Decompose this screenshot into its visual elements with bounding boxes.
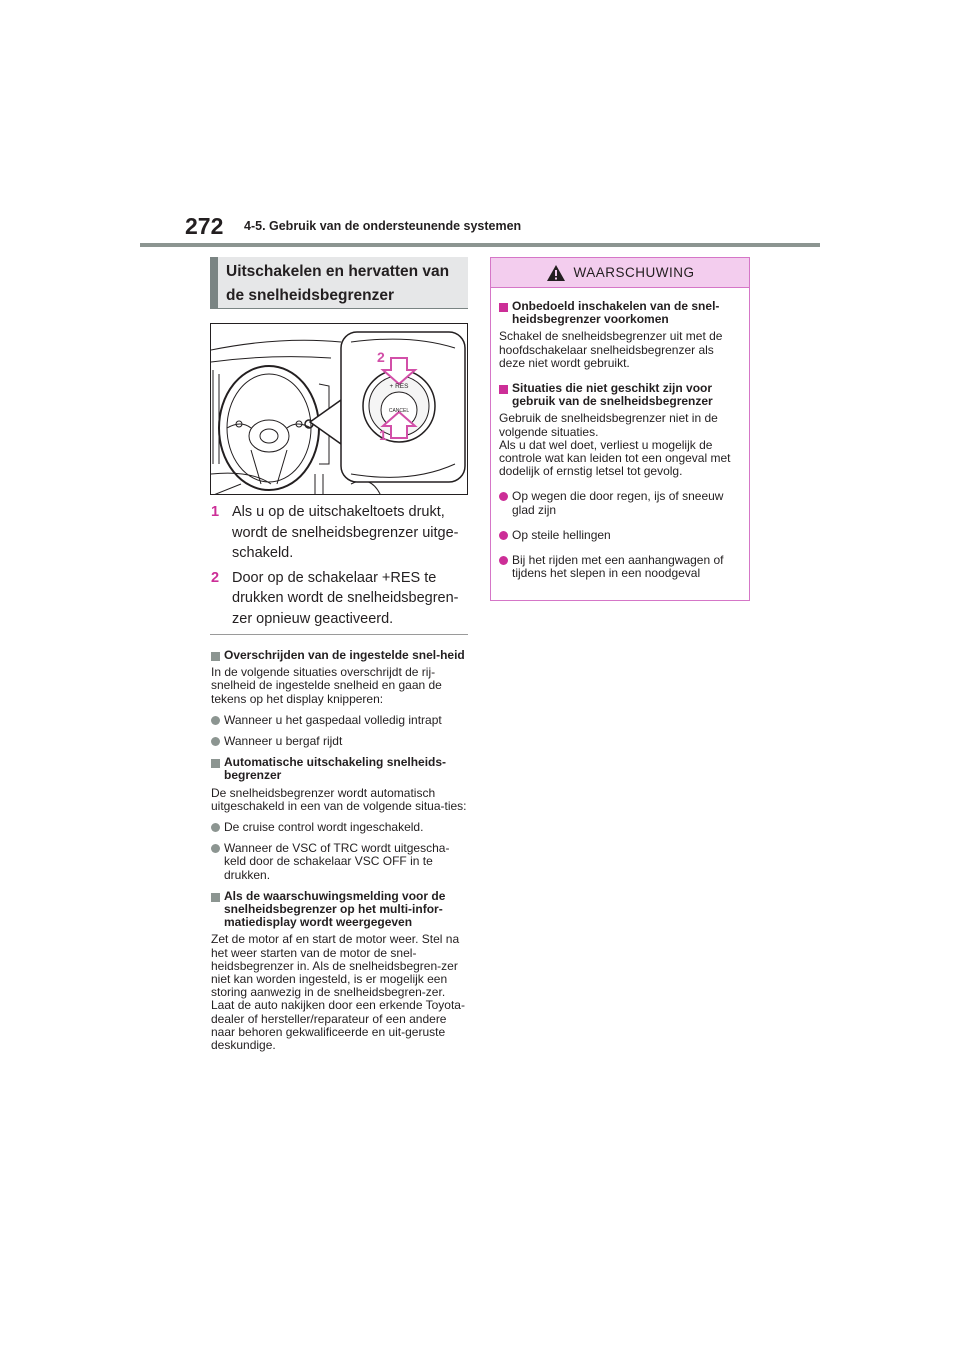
note-paragraph: Zet de motor af en start de motor weer. Stel na het weer starten van de motor de snel-heidsbegrenzer in. Als de snelheidsbegren-zer niet kan worden ingesteld, is er mogelijk een storing aanwezig in de snelheidsbegren-zer. Laat de auto nakijken door een erkende Toyota-dealer of hersteller/reparateur of een andere naar behoren gekwalificeerde en uit-geruste deskundige.: [211, 932, 465, 1053]
chapter-title: 4-5. Gebruik van de ondersteunende systemen: [244, 219, 522, 233]
section-title-line1: Uitschakelen en hervatten van: [226, 263, 450, 280]
step-list: [211, 502, 469, 633]
header-rule: [140, 243, 820, 247]
step-text: Door op de schakelaar +RES te drukken wordt de snelheidsbegren-zer opnieuw geactiveerd.: [232, 569, 459, 627]
note-heading: Overschrijden van de ingestelde snel-heid: [211, 649, 469, 662]
warning-bullet: Op wegen die door regen, ijs of sneeuw glad zijn: [499, 490, 741, 516]
warning-paragraph: Schakel de snelheidsbegrenzer uit met de hoofdschakelaar snelheidsbegrenzer als deze niet wordt gebruikt.: [499, 329, 723, 370]
steering-wheel-drawing: [211, 324, 468, 495]
warning-bullet: Op steile hellingen: [499, 529, 741, 542]
steering-wheel-illustration: [210, 323, 468, 495]
res-label: + RES: [389, 383, 409, 390]
note-bullet: Wanneer u bergaf rijdt: [211, 735, 469, 748]
warning-subheading: Onbedoeld inschakelen van de snel-heidsbegrenzer voorkomen: [499, 300, 741, 326]
note-paragraph: De snelheidsbegrenzer wordt automatisch uitgeschakeld in een van de volgende situa-ties:: [211, 785, 467, 813]
step-text: Als u op de uitschakeltoets drukt, wordt de snelheidsbegrenzer uitge-schakeld.: [232, 504, 459, 561]
page-number: 272: [185, 213, 224, 239]
notes-section: [211, 641, 469, 1052]
cancel-label: CANCEL: [388, 408, 410, 414]
warning-paragraph: Als u dat wel doet, verliest u mogelijk de controle wat kan leiden tot een ongeval met dodelijk of ernstig letsel tot gevolg.: [499, 437, 731, 479]
step-item: [211, 568, 469, 630]
section-title-line2: de snelheidsbegrenzer: [226, 287, 394, 304]
warning-paragraph: Gebruik de snelheidsbegrenzer niet in de volgende situaties.: [499, 411, 718, 439]
step-item: [211, 502, 469, 564]
warning-triangle-icon: [546, 264, 566, 282]
note-paragraph: In de volgende situaties overschrijdt de rij-snelheid de ingestelde snelheid en gaan de tekens op het display knipperen:: [211, 665, 442, 706]
callout-2: 2: [377, 349, 385, 365]
note-heading: Als de waarschuwingsmelding voor de snelheidsbegrenzer op het multi-infor-matiedisplay wordt weergegeven: [211, 890, 469, 930]
warning-subheading: Situaties die niet geschikt zijn voor gebruik van de snelheidsbegrenzer: [499, 382, 741, 408]
section-divider: [210, 634, 468, 635]
warning-box: [490, 257, 750, 601]
note-bullet: Wanneer u het gaspedaal volledig intrapt: [211, 714, 469, 727]
warning-title: WAARSCHUWING: [573, 264, 695, 280]
section-heading: [210, 257, 468, 309]
step-number: 2: [211, 569, 220, 586]
warning-bullet: Bij het rijden met een aanhangwagen of tijdens het slepen in een noodgeval: [499, 554, 741, 580]
callout-1: 1: [379, 427, 387, 443]
note-bullet: Wanneer de VSC of TRC wordt uitgescha-keld door de schakelaar VSC OFF in te drukken.: [211, 842, 469, 882]
warning-body: [491, 288, 749, 580]
step-number: 1: [211, 504, 220, 520]
note-heading: Automatische uitschakeling snelheids-begrenzer: [211, 756, 469, 782]
note-bullet: De cruise control wordt ingeschakeld.: [211, 821, 469, 834]
warning-header: [491, 258, 749, 288]
